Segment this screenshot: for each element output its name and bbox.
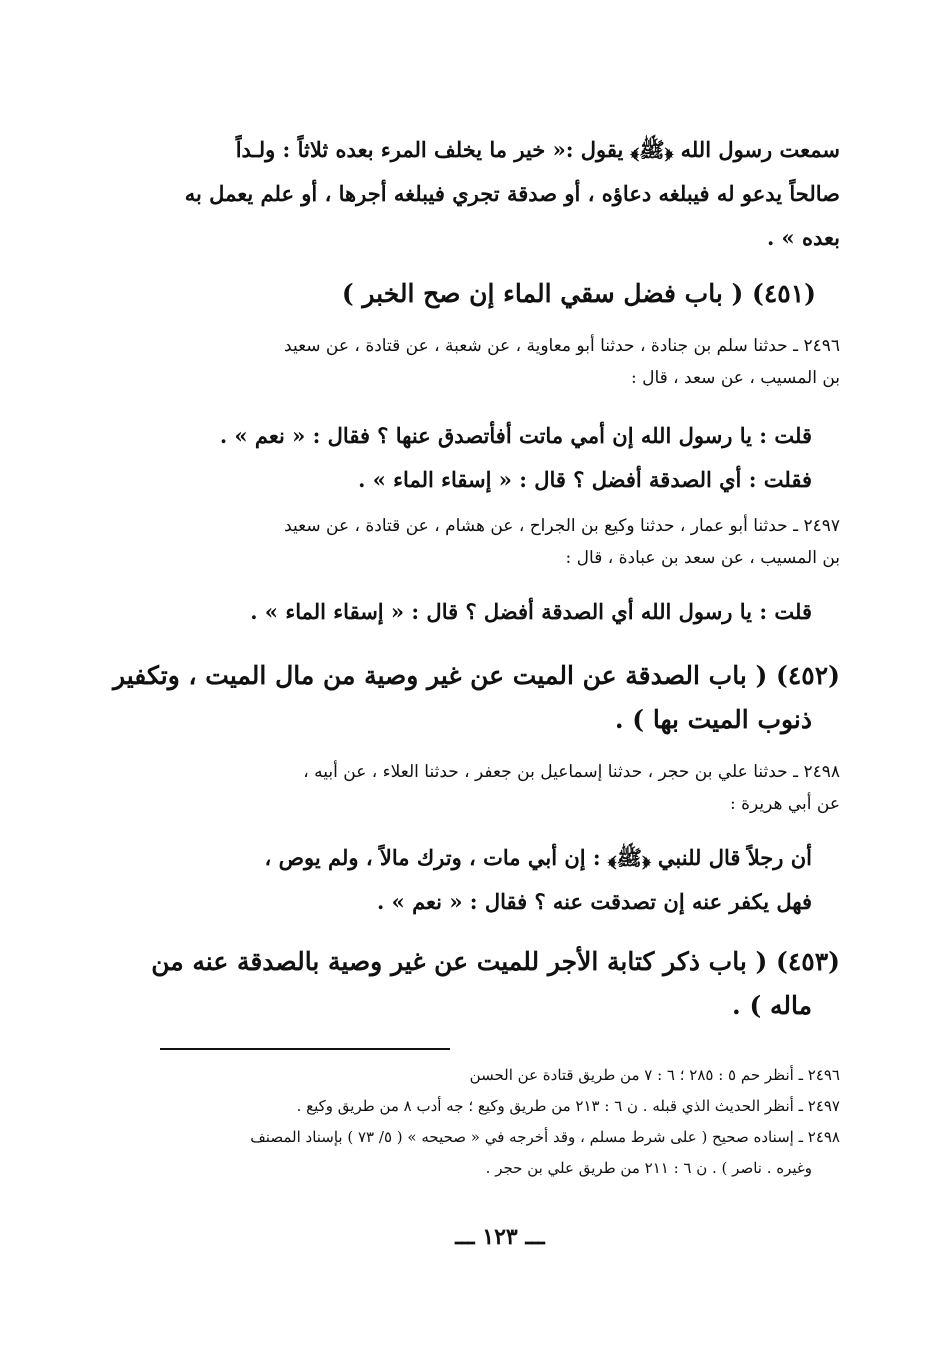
chapter-title: (٤٥١) ( باب فضل سقي الماء إن صح الخبر ): [341, 279, 816, 308]
page-number: ـــ ١٢٣ ـــ: [455, 1224, 545, 1250]
text-line: فهل يكفر عنه إن تصدقت عنه ؟ فقال : « نعم » .: [377, 889, 812, 914]
isnad-2498: [160, 756, 840, 820]
footnote-line: ٢٤٩٦ ـ أنظر حم ٥ : ٢٨٥ ؛ ٦ : ٧ من طريق قتادة عن الحسن: [469, 1066, 840, 1084]
isnad-line: بن المسيب ، عن سعد بن عبادة ، قال :: [565, 548, 840, 568]
isnad-2496: [160, 330, 840, 394]
text-line: قلت : يا رسول الله إن أمي ماتت أفأتصدق عنها ؟ فقال : « نعم » .: [219, 423, 812, 448]
hadith-text-2496: [160, 414, 840, 502]
footnote-line: ٢٤٩٨ ـ إسناده صحيح ( على شرط مسلم ، وقد أخرجه في « صحيحه » ( ٥/ ٧٣ ) بإسناد المصنف: [250, 1128, 840, 1146]
chapter-heading-451: [160, 272, 840, 316]
chapter-title: (٤٥٢) ( باب الصدقة عن الميت عن غير وصية من مال الميت ، وتكفير: [112, 661, 840, 690]
isnad-line: ٢٤٩٧ ـ حدثنا أبو عمار ، حدثنا وكيع بن الجراح ، عن هشام ، عن قتادة ، عن سعيد: [284, 516, 840, 536]
isnad-line: ٢٤٩٦ ـ حدثنا سلم بن جنادة ، حدثنا أبو معاوية ، عن شعبة ، عن قتادة ، عن سعيد: [284, 336, 840, 356]
footnote-divider: [160, 1048, 450, 1050]
chapter-title: ذنوب الميت بها ) .: [614, 705, 812, 734]
footnote-line: وغيره . ناصر ) . ن ٦ : ٢١١ من طريق علي بن حجر .: [485, 1159, 812, 1177]
isnad-line: بن المسيب ، عن سعد ، قال :: [630, 368, 840, 388]
chapter-heading-453: [151, 940, 840, 1028]
isnad-line: ٢٤٩٨ ـ حدثنا علي بن حجر ، حدثنا إسماعيل بن جعفر ، حدثنا العلاء ، عن أبيه ،: [303, 762, 840, 782]
text-line: أن رجلاً قال للنبي ﴿ﷺ﴾ : إن أبي مات ، وترك مالاً ، ولم يوص ،: [264, 845, 812, 870]
text-line: سمعت رسول الله ﴿ﷺ﴾ يقول :« خير ما يخلف المرء بعده ثلاثاً : ولـداً: [235, 137, 840, 162]
text-line: قلت : يا رسول الله أي الصدقة أفضل ؟ قال : « إسقاء الماء » .: [250, 599, 812, 624]
isnad-2497: [160, 510, 840, 574]
book-page: [112, 118, 840, 1318]
isnad-line: عن أبي هريرة :: [729, 794, 840, 814]
footnotes: [160, 1060, 840, 1184]
chapter-title: ماله ) .: [732, 991, 812, 1020]
chapter-heading-452: [112, 654, 840, 742]
text-line: فقلت : أي الصدقة أفضل ؟ قال : « إسقاء الماء » .: [358, 467, 812, 492]
footnote-line: ٢٤٩٧ ـ أنظر الحديث الذي قبله . ن ٦ : ٢١٣ من طريق وكيع ؛ جه أدب ٨ من طريق وكيع .: [296, 1097, 840, 1115]
text-line: صالحاً يدعو له فيبلغه دعاؤه ، أو صدقة تجري فيبلغه أجرها ، أو علم يعمل به: [184, 181, 840, 206]
chapter-title: (٤٥٣) ( باب ذكر كتابة الأجر للميت عن غير وصية بالصدقة عنه من: [151, 947, 840, 976]
text-line: بعده » .: [766, 225, 840, 250]
hadith-text-2497: [160, 590, 840, 634]
intro-hadith-text: [160, 128, 840, 260]
hadith-text-2498: [160, 836, 840, 924]
